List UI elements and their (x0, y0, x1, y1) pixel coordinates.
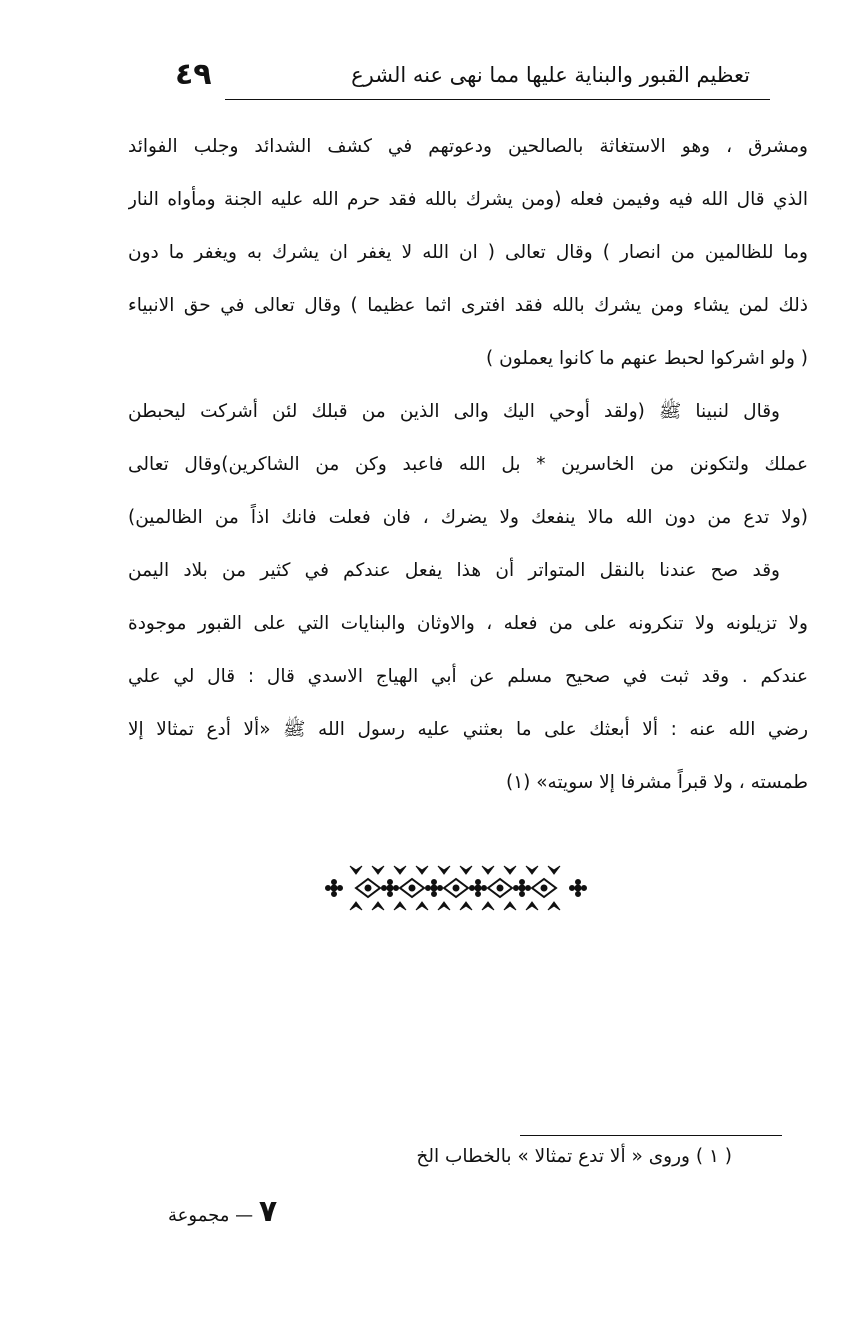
ornament-middle-row (326, 879, 587, 897)
text-line: ومشرق ، وهو الاستغاثة بالصالحين ودعوتهم في كشف الشدائد وجلب الفوائد (128, 136, 808, 157)
printer-signature (168, 1194, 277, 1229)
floral-ornament-icon (320, 858, 592, 918)
text-line: ذلك لمن يشاء ومن يشرك بالله فقد افترى اثما عظيما ) وقال تعالى في حق الانبياء (128, 295, 808, 316)
signature-dash: — (235, 1205, 254, 1226)
ornament-bottom-row (350, 902, 560, 910)
footnote: ( ١ ) وروى « ألا تدع تمثالا » بالخطاب الخ (416, 1146, 732, 1167)
footnote-rule (520, 1135, 782, 1136)
text-line: وما للظالمين من انصار ) وقال تعالى ( ان الله لا يغفر ان يشرك به ويغفر ما دون (128, 242, 808, 263)
main-text (128, 120, 808, 809)
page-header (150, 55, 770, 105)
page-number: ٤٩ (175, 57, 212, 92)
text-line: وقال لنبينا ﷺ (ولقد أوحي اليك والى الذين من قبلك لئن أشركت ليحبطن (128, 401, 780, 422)
text-line: عملك ولتكونن من الخاسرين * بل الله فاعبد وكن من الشاكرين)وقال تعالى (128, 454, 808, 475)
text-line: ( ولو اشركوا لحبط عنهم ما كانوا يعملون ) (485, 348, 808, 369)
text-line: الذي قال الله فيه وفيمن فعله (ومن يشرك بالله فقد حرم الله عليه الجنة ومأواه النار (128, 189, 808, 210)
text-line: رضي الله عنه : ألا أبعثك على ما بعثني عليه رسول الله ﷺ «ألا أدع تمثالا إلا (128, 719, 808, 740)
text-line: ولا تزيلونه ولا تنكرونه على من فعله ، والاوثان والبنايات التي على القبور موجودة (128, 613, 808, 634)
text-line: طمسته ، ولا قبراً مشرفا إلا سويته» (١) (505, 772, 808, 793)
signature-number: ٧ (258, 1194, 278, 1229)
ornament-top-row (350, 866, 560, 874)
text-line: (ولا تدع من دون الله مالا ينفعك ولا يضرك ، فان فعلت فانك اذاً من الظالمين) (128, 507, 808, 528)
signature-label: مجموعة (168, 1205, 230, 1226)
text-line: وقد صح عندنا بالنقل المتواتر أن هذا يفعل عندكم في كثير من بلاد اليمن (128, 560, 780, 581)
running-title: تعظيم القبور والبناية عليها مما نهى عنه الشرع (351, 63, 750, 87)
header-rule (225, 99, 770, 100)
text-line: عندكم . وقد ثبت في صحيح مسلم عن أبي الهياج الاسدي قال : قال لي علي (128, 666, 808, 687)
